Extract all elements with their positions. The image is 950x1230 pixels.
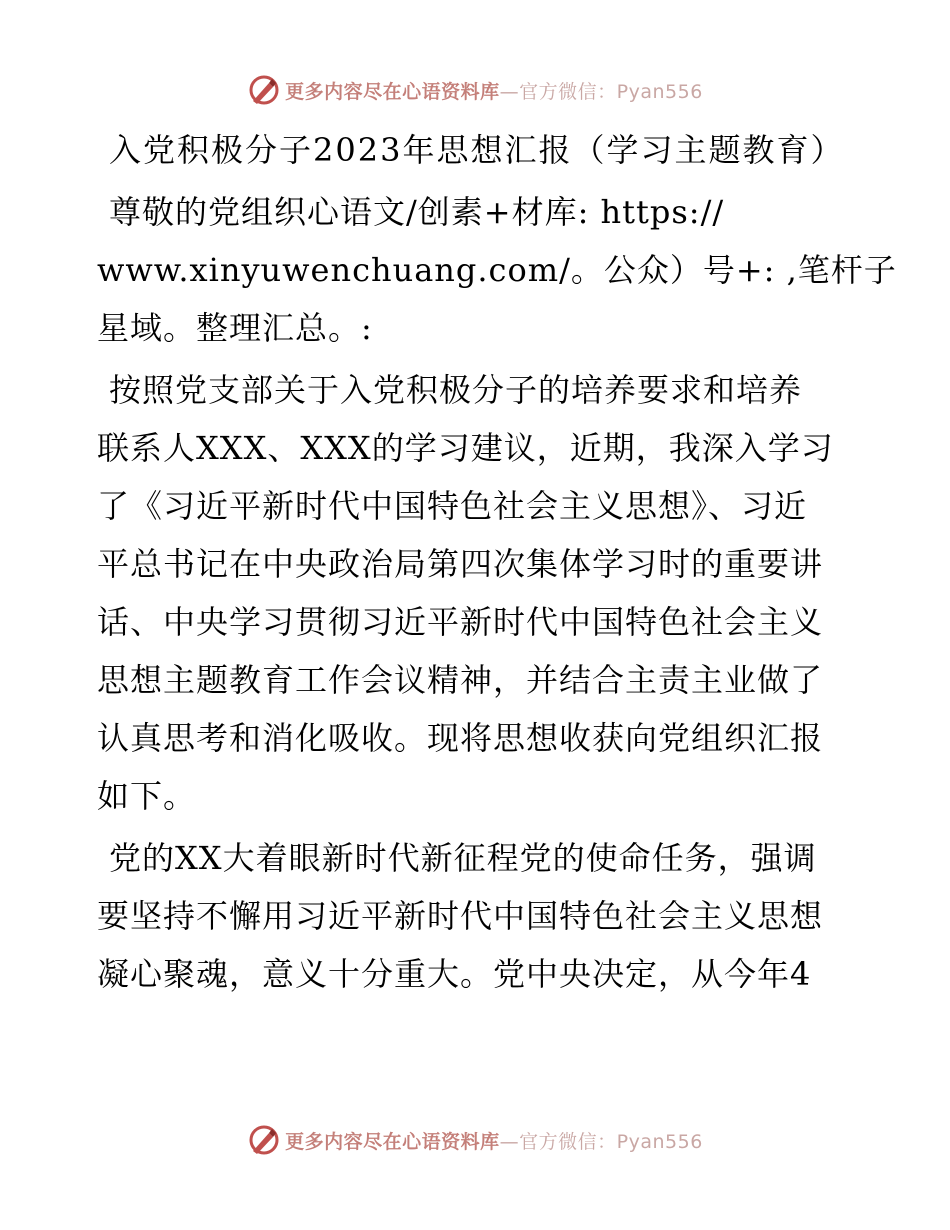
paragraph-line: www.xinyuwenchuang.com/。公众）号+: ,笔杆子 (97, 251, 897, 289)
paragraph-line: 按照党支部关于入党积极分子的培养要求和培养 (109, 371, 803, 409)
paragraph-line: 如下。 (97, 777, 197, 815)
paragraph-line: 了《习近平新时代中国特色社会主义思想》、习近 (97, 487, 808, 525)
watermark-rest-text: —官方微信：Pyan556 (499, 1130, 703, 1153)
watermark-bold-text: 更多内容尽在心语资料库 (285, 1130, 500, 1153)
paragraph-line: 平总书记在中央政治局第四次集体学习时的重要讲 (97, 545, 824, 583)
paragraph-line: 认真思考和消化吸收。现将思想收获向党组织汇报 (97, 719, 824, 757)
paragraph-line: 凝心聚魂，意义十分重大。党中央决定，从今年4 (97, 955, 812, 993)
paragraph-body (97, 829, 857, 1003)
header-watermark (0, 70, 950, 110)
paragraph-line: 尊敬的党组织心语文/创素+材库: https:// (109, 193, 725, 231)
paragraph-line: 要坚持不懈用习近平新时代中国特色社会主义思想 (97, 897, 824, 935)
watermark-text (285, 1127, 703, 1154)
document-title: 入党积极分子2023年思想汇报（学习主题教育） (109, 131, 845, 169)
paragraph-line: 联系人XXX、XXX的学习建议，近期，我深入学习 (97, 429, 834, 467)
footer-watermark (0, 1120, 950, 1160)
paragraph-line: 星域。整理汇总。: (97, 309, 373, 347)
watermark-text (285, 77, 703, 104)
pen-logo-icon (247, 73, 281, 107)
paragraph-salutation (97, 183, 897, 357)
paragraph-line: 思想主题教育工作会议精神，并结合主责主业做了 (97, 661, 824, 699)
document-body (97, 125, 897, 1007)
pen-logo-icon (247, 1123, 281, 1157)
watermark-rest-text: —官方微信：Pyan556 (499, 80, 703, 103)
paragraph-intro (97, 361, 857, 825)
watermark-bold-text: 更多内容尽在心语资料库 (285, 80, 500, 103)
paragraph-line: 党的XX大着眼新时代新征程党的使命任务，强调 (109, 839, 817, 877)
paragraph-line: 话、中央学习贯彻习近平新时代中国特色社会主义 (97, 603, 824, 641)
